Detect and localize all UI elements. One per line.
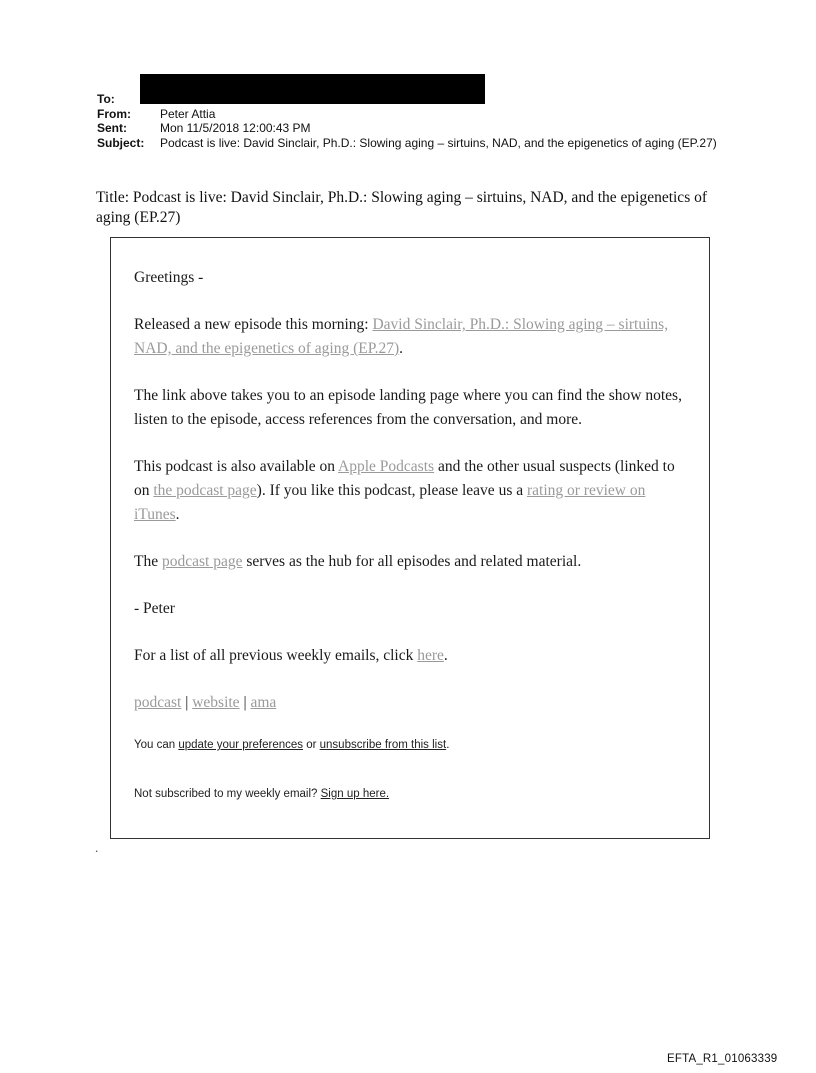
apple-podcasts-link[interactable]: Apple Podcasts <box>338 458 435 475</box>
ama-link[interactable]: ama <box>250 694 277 711</box>
greeting: Greetings - <box>134 269 204 286</box>
podcast-page-link-2[interactable]: podcast page <box>161 553 243 570</box>
unsubscribe-link[interactable]: unsubscribe from this list <box>319 739 447 751</box>
email-body-box <box>110 237 710 839</box>
website-link[interactable]: website <box>192 694 240 711</box>
link-separator: | <box>239 694 251 711</box>
title-line: Title: Podcast is live: David Sinclair, Ph.D.: Slowing aging – sirtuins, NAD, and the epigenetics of aging (EP.27) <box>96 189 708 226</box>
previous-emails-link[interactable]: here <box>417 647 444 664</box>
podcast-page-link-1[interactable]: the podcast page <box>153 482 257 499</box>
para5-period: . <box>443 647 448 664</box>
signature: - Peter <box>134 600 175 617</box>
prefs-text-2: or <box>303 739 320 751</box>
header-row-sent <box>97 121 757 136</box>
footer-links-row <box>134 691 687 715</box>
para4-text-1: The <box>134 553 162 570</box>
link-separator: | <box>181 694 193 711</box>
para3-period: . <box>175 506 180 523</box>
episode-link[interactable]: David Sinclair, Ph.D.: Slowing aging – sirtuins, NAD, and the epigenetics of aging (EP.27) <box>134 316 669 357</box>
paragraph-hub <box>134 550 687 574</box>
update-preferences-link[interactable]: update your preferences <box>178 739 304 751</box>
to-label: To: <box>97 92 115 106</box>
podcast-link[interactable]: podcast <box>134 694 182 711</box>
paragraph-availability <box>134 455 687 527</box>
bates-number: EFTA_R1_01063339 <box>667 1053 778 1065</box>
stray-mark: . <box>95 840 99 855</box>
para1-period: . <box>399 340 404 357</box>
para3-text-3: ). If you like this podcast, please leave us a <box>256 482 527 499</box>
header-row-to <box>97 92 757 107</box>
sent-label: Sent: <box>97 121 127 136</box>
header-row-from <box>97 107 757 122</box>
para3-text-1: This podcast is also available on <box>134 458 339 475</box>
subject-value: Podcast is live: David Sinclair, Ph.D.: Slowing aging – sirtuins, NAD, and the epigenetics of aging (EP.27) <box>160 135 717 150</box>
paragraph-new-episode <box>134 313 687 361</box>
prefs-text-1: You can <box>134 739 179 751</box>
preferences-row <box>134 738 687 752</box>
from-value: Peter Attia <box>160 106 216 121</box>
header-row-subject <box>97 136 757 151</box>
sent-value: Mon 11/5/2018 12:00:43 PM <box>160 121 311 136</box>
para5-text-1: For a list of all previous weekly emails, click <box>134 647 418 664</box>
email-header <box>97 92 757 150</box>
itunes-rating-link[interactable]: rating or review on iTunes <box>134 482 646 523</box>
signup-text: Not subscribed to my weekly email? <box>134 788 321 800</box>
subject-label: Subject: <box>97 135 145 150</box>
signup-link[interactable]: Sign up here. <box>320 788 390 800</box>
para4-text-2: serves as the hub for all episodes and related material. <box>242 553 582 570</box>
para1-text: Released a new episode this morning: <box>134 316 373 333</box>
para3-text-2: and the other usual suspects (linked to on <box>134 458 675 499</box>
signup-row <box>134 787 687 801</box>
from-label: From: <box>97 106 131 121</box>
paragraph-landing-page: The link above takes you to an episode landing page where you can find the show notes, listen to the episode, access references from the conversation, and more. <box>134 387 682 428</box>
prefs-period: . <box>446 739 450 751</box>
paragraph-previous-emails <box>134 644 687 668</box>
